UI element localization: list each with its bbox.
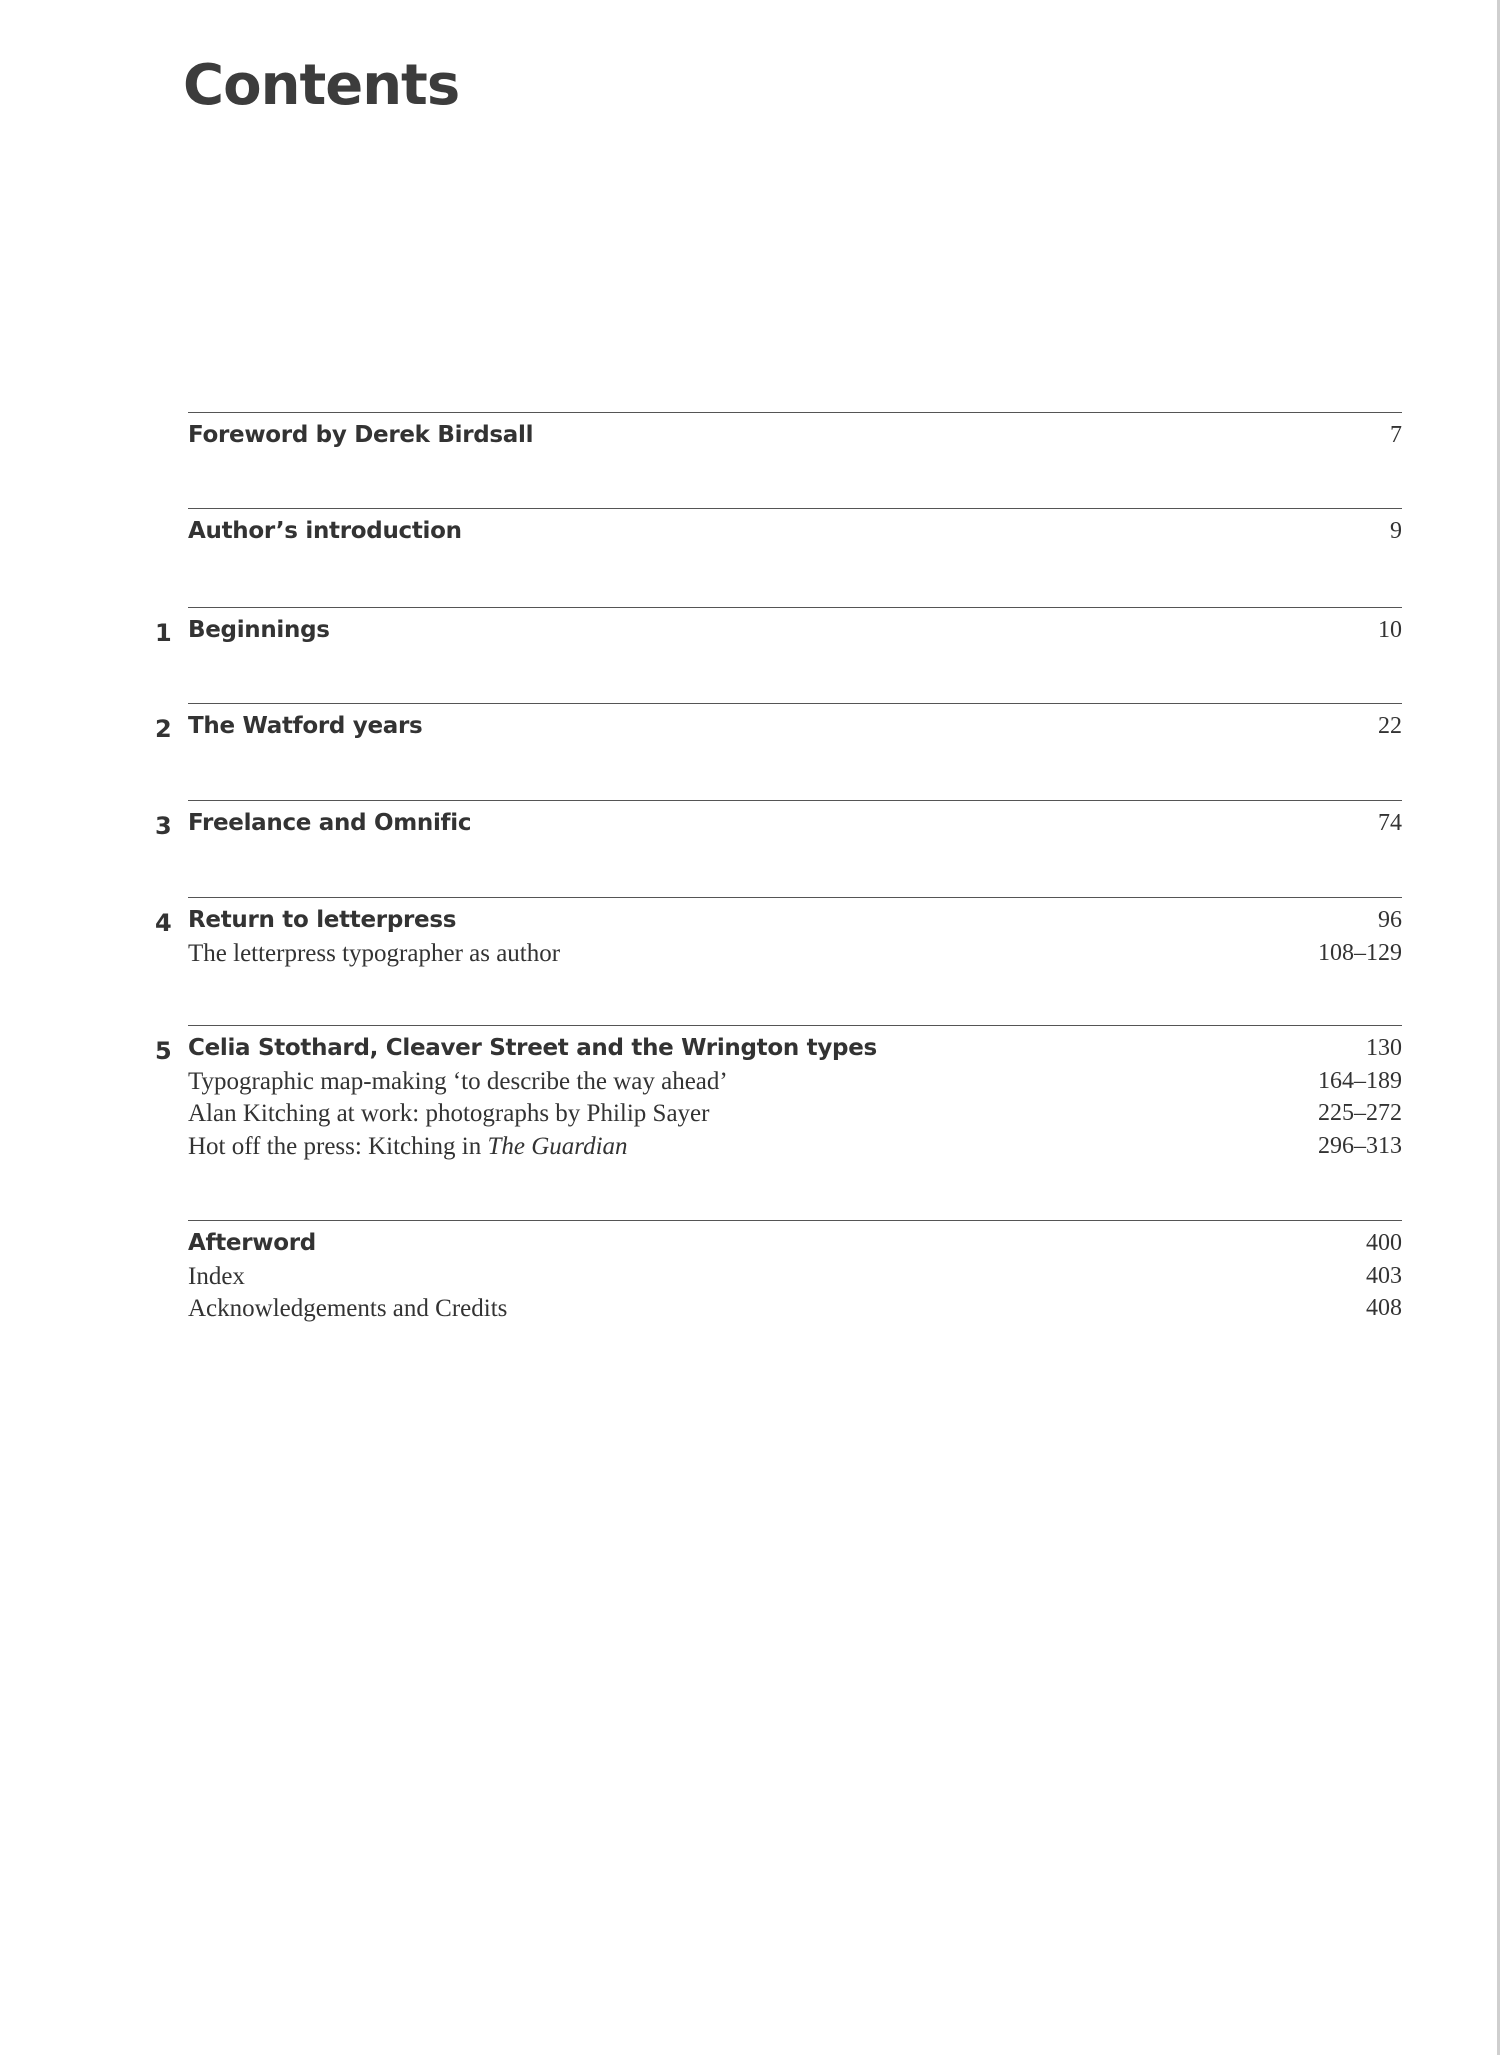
entry-title: Acknowledgements and Credits <box>188 1295 508 1322</box>
page-number: 400 <box>1366 1230 1402 1256</box>
toc-entry-subitem <box>188 1068 1402 1100</box>
page-number: 225–272 <box>1318 1100 1402 1126</box>
chapter-number: 3 <box>155 812 172 840</box>
chapter-number: 1 <box>155 619 172 647</box>
toc-entry-subitem <box>188 1295 1402 1327</box>
page-number: 22 <box>1378 713 1402 739</box>
section-rule <box>188 897 1402 898</box>
toc-entry-subitem <box>188 1133 1402 1165</box>
page-title: Contents <box>183 53 460 118</box>
page-number: 10 <box>1378 617 1402 643</box>
toc-entry-heading <box>188 518 1402 550</box>
entry-title-italic: The Guardian <box>487 1132 628 1160</box>
page-number: 7 <box>1390 422 1402 448</box>
toc-entry-subitem <box>188 1100 1402 1132</box>
toc-entry-subitem <box>188 940 1402 972</box>
entry-title: Typographic map-making ‘to describe the way ahead’ <box>188 1067 728 1095</box>
page-number: 96 <box>1378 907 1402 933</box>
page-number: 9 <box>1390 518 1402 544</box>
section-rule <box>188 508 1402 509</box>
entry-title: Celia Stothard, Cleaver Street and the Wrington types <box>188 1035 877 1061</box>
section-rule <box>188 1220 1402 1221</box>
page-number: 74 <box>1378 810 1402 836</box>
section-rule <box>188 412 1402 413</box>
entry-title: Author’s introduction <box>188 518 462 544</box>
toc-entry-heading <box>188 907 1402 939</box>
entry-title: Foreword by Derek Birdsall <box>188 422 534 448</box>
toc-entry-subitem <box>188 1263 1402 1295</box>
page-number: 164–189 <box>1318 1067 1402 1094</box>
toc-entry-heading <box>188 1035 1402 1067</box>
entry-title: Afterword <box>188 1230 316 1256</box>
section-rule <box>188 607 1402 608</box>
chapter-number: 5 <box>155 1037 172 1065</box>
toc-entry-heading <box>188 617 1402 649</box>
toc-entry-heading <box>188 713 1402 745</box>
section-rule <box>188 1025 1402 1026</box>
page-number: 408 <box>1366 1295 1402 1321</box>
toc-entry-heading <box>188 422 1402 454</box>
entry-title: The Watford years <box>188 713 423 739</box>
toc-entry-heading <box>188 1230 1402 1262</box>
page-number: 403 <box>1366 1262 1402 1289</box>
entry-title: Index <box>188 1262 245 1290</box>
page-number: 296–313 <box>1318 1132 1402 1159</box>
toc-entry-heading <box>188 810 1402 842</box>
entry-title: Alan Kitching at work: photographs by Philip Sayer <box>188 1100 710 1127</box>
section-rule <box>188 703 1402 704</box>
entry-title: The letterpress typographer as author <box>188 939 561 967</box>
entry-title: Hot off the press: Kitching in The Guardian <box>188 1132 628 1160</box>
entry-title: Return to letterpress <box>188 907 457 933</box>
chapter-number: 2 <box>155 715 172 743</box>
chapter-number: 4 <box>155 909 172 937</box>
section-rule <box>188 800 1402 801</box>
page-number: 108–129 <box>1318 939 1402 966</box>
entry-title: Freelance and Omnific <box>188 810 472 836</box>
page-number: 130 <box>1366 1035 1402 1061</box>
entry-title: Beginnings <box>188 617 330 643</box>
